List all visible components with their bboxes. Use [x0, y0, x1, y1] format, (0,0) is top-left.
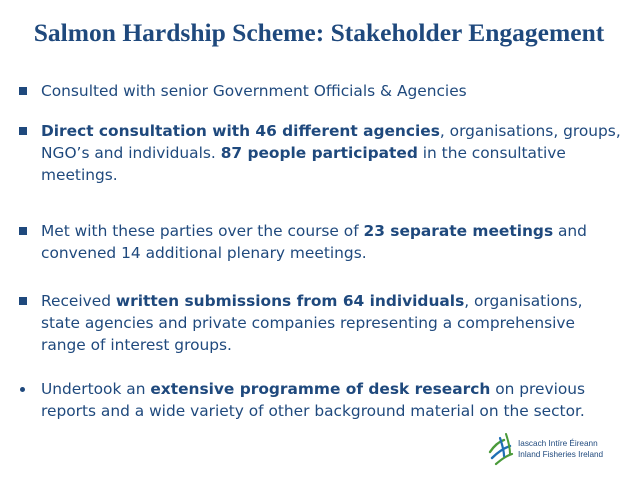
- body-text: Undertook an: [41, 380, 151, 398]
- body-text: , organisations,: [464, 292, 583, 310]
- bullet-line: [41, 142, 618, 164]
- bullet-line: [41, 290, 618, 312]
- bullet-item: [18, 80, 618, 102]
- bullet-line: [41, 378, 618, 400]
- bullet-line: [41, 334, 618, 356]
- bullet-line: [41, 400, 618, 422]
- logo-text: [518, 438, 603, 460]
- bullet-item: [18, 378, 618, 422]
- bullet-line: [41, 164, 618, 186]
- body-text: NGO’s and individuals.: [41, 144, 221, 162]
- body-text: Met with these parties over the course of: [41, 222, 364, 240]
- body-text: range of interest groups.: [41, 336, 232, 354]
- bullet-item: [18, 120, 621, 186]
- slide-title: Salmon Hardship Scheme: Stakeholder Engagement: [33, 18, 605, 47]
- logo-line-1: Iascach Intíre Éireann: [518, 439, 598, 448]
- bullet-line: [41, 242, 618, 264]
- body-text: in the consultative: [417, 144, 566, 162]
- bullet-line: [41, 80, 618, 102]
- bold-text: extensive programme of desk research: [150, 380, 491, 398]
- bullet-line: [41, 220, 618, 242]
- body-text: convened 14 additional plenary meetings.: [41, 244, 367, 262]
- bullet-item: [18, 290, 618, 356]
- body-text: Consulted with senior Government Officials & Agencies: [41, 82, 467, 100]
- body-text: Received: [41, 292, 116, 310]
- logo-stroke-5: [506, 434, 510, 454]
- bold-text: Direct consultation with 46 different agencies: [41, 122, 440, 140]
- body-text: , organisations, groups,: [439, 122, 621, 140]
- body-text: on previous: [490, 380, 586, 398]
- logo-line-2: Inland Fisheries Ireland: [518, 450, 604, 459]
- bullet-line: [41, 312, 618, 334]
- body-text: meetings.: [41, 166, 118, 184]
- bold-text: written submissions from 64 individuals: [115, 292, 465, 310]
- bold-text: 23 separate meetings: [363, 222, 554, 240]
- body-text: reports and a wide variety of other background material on the sector.: [41, 402, 585, 420]
- body-text: and: [553, 222, 587, 240]
- bullet-line: [41, 120, 621, 142]
- logo: [484, 426, 634, 474]
- body-text: state agencies and private companies representing a comprehensive: [41, 314, 575, 332]
- bullet-item: [18, 220, 618, 264]
- bold-text: 87 people participated: [220, 144, 418, 162]
